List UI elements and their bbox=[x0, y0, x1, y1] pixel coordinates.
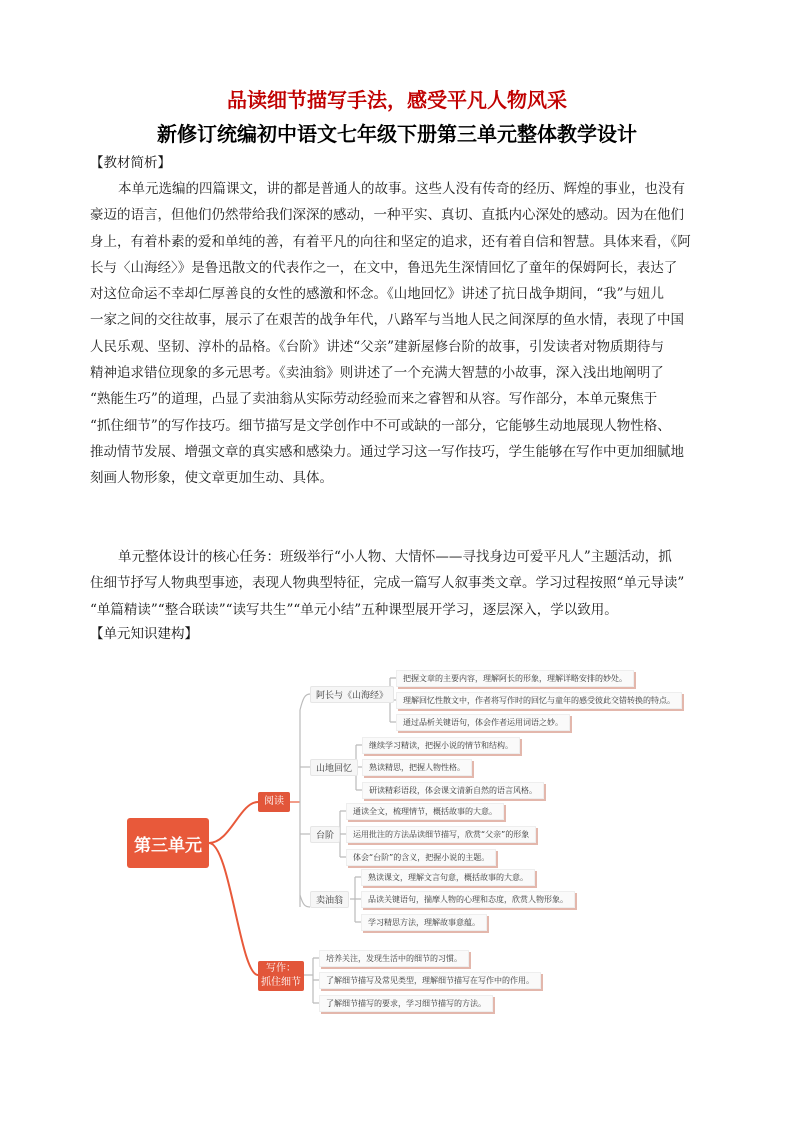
mindmap-leaf: 熟读课文，理解文言句意，概括故事的大意。 bbox=[361, 869, 535, 886]
mindmap-leaf: 体会“台阶”的含义，把握小说的主题。 bbox=[346, 849, 496, 866]
paragraph-line: 本单元选编的四篇课文，讲的都是普通人的故事。这些人没有传奇的经历、辉煌的事业，也没有 bbox=[118, 181, 685, 197]
mindmap-leaf: 把握文章的主要内容，理解阿长的形象，理解详略安排的妙处。 bbox=[396, 670, 634, 687]
mindmap-lesson-maiyouweng: 卖油翁 bbox=[310, 891, 349, 908]
mindmap-leaf: 继续学习精读，把握小说的情节和结构。 bbox=[362, 737, 520, 754]
paragraph-core-task bbox=[90, 544, 710, 623]
paragraph-line: 住细节抒写人物典型事迹，表现人物典型特征，完成一篇写人叙事类文章。学习过程按照“单元导读” bbox=[90, 575, 685, 592]
mindmap-leaf: 了解细节描写的要求，学习细节描写的方法。 bbox=[319, 995, 493, 1012]
section-heading-knowledge: 【单元知识建构】 bbox=[90, 626, 198, 642]
paragraph-line: 长与〈山海经〉》是鲁迅散文的代表作之一，在文中，鲁迅先生深情回忆了童年的保姆阿长，表达了 bbox=[90, 259, 678, 276]
paragraph-analysis bbox=[90, 176, 710, 492]
mindmap-leaf: 通读全文，梳理情节，概括故事的大意。 bbox=[346, 803, 504, 820]
paragraph-line: “单篇精读”“整合联读”“读写共生”“单元小结”五种课型展开学习，逐层深入，学以致用。 bbox=[90, 601, 618, 618]
document-subtitle: 新修订统编初中语文七年级下册第三单元整体教学设计 bbox=[157, 122, 637, 146]
paragraph-line: 精神追求错位现象的多元思考。《卖油翁》则讲述了一个充满大智慧的小故事，深入浅出地阐明了 bbox=[90, 365, 664, 382]
paragraph-line: “抓住细节”的写作技巧。细节描写是文学创作中不可或缺的一部分，它能够生动地展现人物性格、 bbox=[90, 417, 671, 434]
mindmap-leaf: 培养关注，发现生活中的细节的习惯。 bbox=[319, 950, 469, 967]
mindmap-leaf: 了解细节描写及常见类型，理解细节描写在写作中的作用。 bbox=[319, 972, 541, 989]
mindmap-leaf: 运用批注的方法品读细节描写，欣赏“父亲”的形象 bbox=[346, 826, 536, 843]
paragraph-line: 单元整体设计的核心任务：班级举行“小人物、大情怀——寻找身边可爱平凡人”主题活动，抓 bbox=[118, 549, 672, 565]
mindmap-leaf: 品读关键语句，揣摩人物的心理和态度，欣赏人物形象。 bbox=[361, 891, 575, 908]
paragraph-line: 刻画人物形象，使文章更加生动、具体。 bbox=[90, 470, 333, 487]
document-title: 品读细节描写手法，感受平凡人物风采 bbox=[227, 88, 567, 112]
mindmap-node-reading: 阅读 bbox=[258, 792, 290, 812]
paragraph-line: 推动情节发展、增强文章的真实感和感染力。通过学习这一写作技巧，学生能够在写作中更加细腻地 bbox=[90, 443, 684, 460]
writing-label-line1: 写作： bbox=[266, 963, 296, 974]
mindmap-leaf: 研读精彩语段，体会课文清新自然的语言风格。 bbox=[362, 782, 544, 799]
paragraph-line: 人民乐观、坚韧、淳朴的品格。《台阶》讲述“父亲”建新屋修台阶的故事，引发读者对物质期待与 bbox=[90, 338, 665, 355]
paragraph-line: 豪迈的语言，但他们仍然带给我们深深的感动，一种平实、真切、直抵内心深处的感动。因为在他们 bbox=[90, 207, 684, 224]
mindmap-lesson-shandi: 山地回忆 bbox=[310, 759, 358, 776]
mindmap-lesson-achang: 阿长与《山海经》 bbox=[310, 686, 394, 703]
paragraph-line: “熟能生巧”的道理，凸显了卖油翁从实际劳动经验而来之睿智和从容。写作部分，本单元聚焦于 bbox=[90, 391, 658, 408]
mindmap-leaf: 通过品析关键语句，体会作者运用词语之妙。 bbox=[396, 714, 570, 731]
paragraph-line: 身上，有着朴素的爱和单纯的善，有着平凡的向往和坚定的追求，还有着自信和智慧。具体来看，《阿 bbox=[90, 233, 691, 250]
section-heading-analysis: 【教材简析】 bbox=[90, 155, 171, 171]
mindmap-leaf: 理解回忆性散文中，作者将写作时的回忆与童年的感受彼此交错转换的特点。 bbox=[396, 692, 682, 709]
mindmap-leaf: 熟读精思，把握人物性格。 bbox=[362, 759, 472, 776]
mindmap-root: 第三单元 bbox=[127, 818, 209, 868]
paragraph-line: 对这位命运不幸却仁厚善良的女性的感激和怀念。《山地回忆》讲述了抗日战争期间，“我”与妞儿 bbox=[90, 286, 665, 303]
writing-label-line2: 抓住细节 bbox=[261, 977, 301, 988]
mindmap-leaf: 学习精思方法，理解故事意蕴。 bbox=[361, 914, 487, 931]
paragraph-line: 一家之间的交往故事，展示了在艰苦的战争年代，八路军与当地人民之间深厚的鱼水情，表现了中国 bbox=[90, 312, 684, 329]
mindmap-node-writing bbox=[258, 961, 304, 991]
mindmap-lesson-taijie: 台阶 bbox=[310, 826, 340, 843]
